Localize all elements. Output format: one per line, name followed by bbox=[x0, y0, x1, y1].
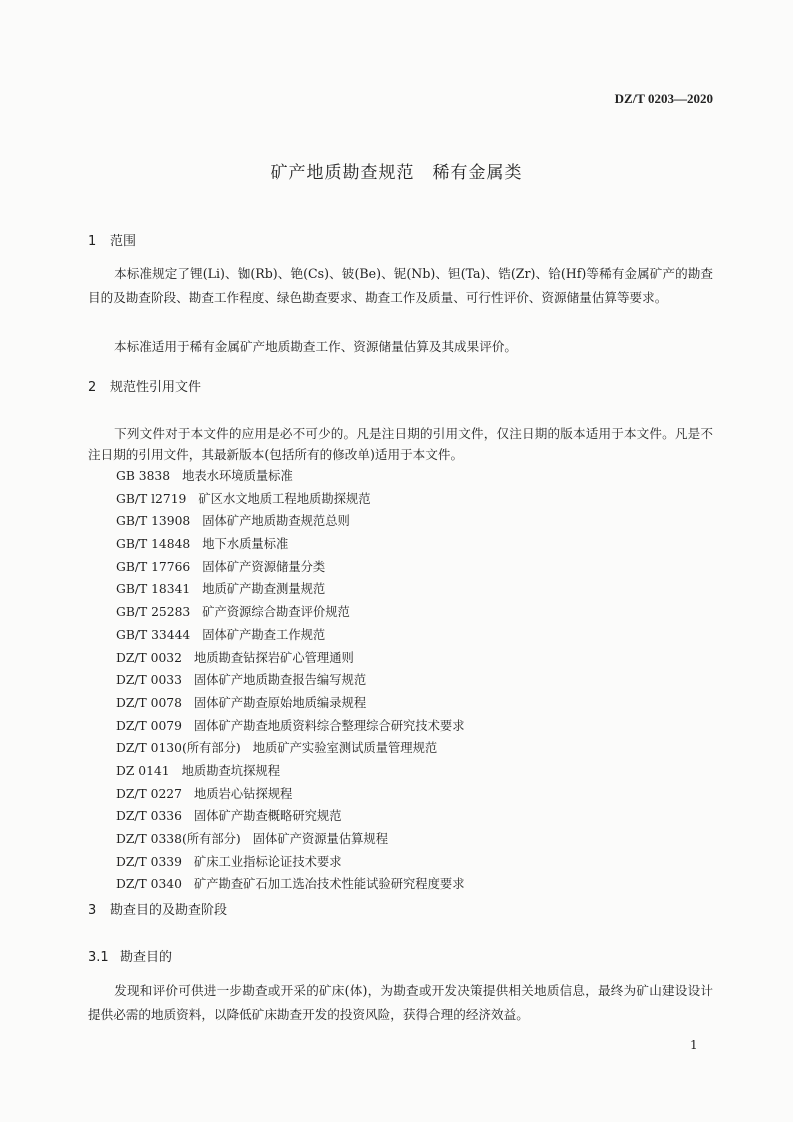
section-title: 范围 bbox=[110, 234, 137, 249]
reference-code: DZ/T 0340 bbox=[116, 877, 182, 892]
reference-item bbox=[116, 715, 465, 738]
section-number: 3.1 bbox=[88, 950, 109, 965]
paragraph-text: 发现和评价可供进一步勘查或开采的矿床(体)，为勘查或开发决策提供相关地质信息，最终为矿山建设设计提供必需的地质资料，以降低矿床勘查开发的投资风险，获得合理的经济效益。 bbox=[88, 983, 713, 1022]
reference-code: DZ/T 0032 bbox=[116, 650, 182, 665]
reference-title: 固体矿产资源储量分类 bbox=[202, 559, 326, 574]
reference-title: 地表水环境质量标准 bbox=[182, 469, 293, 483]
reference-title: 固体矿产勘查原始地质编录规程 bbox=[193, 695, 367, 710]
reference-item bbox=[116, 488, 465, 511]
section-number: 3 bbox=[88, 903, 97, 918]
reference-code: GB/T 14848 bbox=[116, 537, 191, 552]
section-3-1-heading bbox=[88, 946, 172, 965]
reference-title: 矿床工业指标论证技术要求 bbox=[193, 854, 342, 869]
reference-item bbox=[116, 873, 465, 896]
reference-code: DZ/T 0339 bbox=[116, 854, 182, 869]
reference-title: 地质勘查钻探岩矿心管理通则 bbox=[193, 650, 354, 665]
section-title: 规范性引用文件 bbox=[110, 380, 202, 395]
reference-title: 地质勘查坑探规程 bbox=[181, 763, 280, 778]
reference-title: 固体矿产地质勘查报告编写规范 bbox=[193, 673, 367, 688]
reference-title: 矿区水文地质工程地质勘探规范 bbox=[198, 491, 371, 506]
standard-number: DZ/T 0203—2020 bbox=[614, 91, 713, 106]
reference-code: GB/T 25283 bbox=[116, 605, 191, 620]
reference-code: DZ/T 0338(所有部分) bbox=[116, 832, 241, 846]
reference-item bbox=[116, 601, 465, 624]
reference-code: DZ/T 0078 bbox=[116, 695, 182, 710]
reference-item bbox=[116, 737, 465, 760]
reference-title: 固体矿产地质勘查规范总则 bbox=[202, 514, 350, 529]
reference-title: 固体矿产资源量估算规程 bbox=[252, 832, 389, 846]
reference-code: DZ/T 0336 bbox=[116, 809, 182, 824]
reference-item bbox=[116, 851, 465, 874]
reference-code: DZ/T 0130(所有部分) bbox=[116, 741, 241, 756]
reference-title: 地质矿产实验室测试质量管理规范 bbox=[252, 741, 438, 756]
reference-title: 地质矿产勘查测量规范 bbox=[202, 582, 326, 597]
reference-title: 地质岩心钻探规程 bbox=[193, 786, 293, 801]
reference-title: 固体矿产勘查概略研究规范 bbox=[193, 809, 342, 824]
reference-item bbox=[116, 624, 465, 647]
reference-item bbox=[116, 556, 465, 579]
reference-item bbox=[116, 578, 465, 601]
reference-title: 固体矿产勘查工作规范 bbox=[202, 627, 326, 642]
reference-title: 矿产勘查矿石加工选冶技术性能试验研究程度要求 bbox=[193, 877, 465, 892]
reference-title: 地下水质量标准 bbox=[202, 537, 289, 552]
paragraph bbox=[88, 979, 713, 1027]
reference-item bbox=[116, 510, 465, 533]
section-title: 勘查目的 bbox=[120, 950, 173, 965]
reference-code: GB/T 13908 bbox=[116, 514, 191, 529]
reference-code: DZ/T 0033 bbox=[116, 673, 182, 688]
reference-code: GB/T 18341 bbox=[116, 582, 191, 597]
paragraph-text: 本标准规定了锂(Li)、铷(Rb)、铯(Cs)、铍(Be)、铌(Nb)、钽(Ta)、锆(Zr)、铪(Hf)等稀有金属矿产的勘查目的及勘查阶段、勘查工作程度、绿色勘查要求、勘查工作及质量、可行性评价、资源储量估算等要求。 bbox=[88, 266, 713, 305]
reference-item bbox=[116, 828, 465, 851]
reference-code: DZ/T 0079 bbox=[116, 718, 182, 733]
reference-item bbox=[116, 647, 465, 670]
paragraph bbox=[88, 262, 713, 310]
paragraph-text: 本标准适用于稀有金属矿产地质勘查工作、资源储量估算及其成果评价。 bbox=[114, 339, 517, 354]
paragraph bbox=[88, 423, 713, 465]
reference-item bbox=[116, 533, 465, 556]
reference-title: 固体矿产勘查地质资料综合整理综合研究技术要求 bbox=[193, 718, 465, 733]
reference-code: GB/T 33444 bbox=[116, 627, 191, 642]
section-number: 1 bbox=[88, 234, 97, 249]
reference-list bbox=[116, 465, 465, 896]
document-title: 矿产地质勘查规范 稀有金属类 bbox=[270, 163, 523, 183]
reference-code: DZ 0141 bbox=[116, 763, 170, 778]
reference-title: 矿产资源综合勘查评价规范 bbox=[202, 605, 350, 620]
reference-item bbox=[116, 465, 465, 488]
page-number: 1 bbox=[690, 1038, 698, 1052]
section-1-heading bbox=[88, 230, 136, 249]
reference-code: GB/T l2719 bbox=[116, 491, 187, 506]
paragraph bbox=[88, 335, 713, 359]
reference-code: GB 3838 bbox=[116, 469, 171, 483]
reference-item bbox=[116, 783, 465, 806]
reference-code: DZ/T 0227 bbox=[116, 786, 182, 801]
paragraph-text: 下列文件对于本文件的应用是必不可少的。凡是注日期的引用文件，仅注日期的版本适用于本文件。凡是不注日期的引用文件，其最新版本(包括所有的修改单)适用于本文件。 bbox=[88, 426, 713, 462]
reference-item bbox=[116, 669, 465, 692]
reference-item bbox=[116, 760, 465, 783]
section-number: 2 bbox=[88, 380, 97, 395]
section-title: 勘查目的及勘查阶段 bbox=[110, 903, 228, 918]
reference-code: GB/T 17766 bbox=[116, 559, 191, 574]
reference-item bbox=[116, 692, 465, 715]
section-2-heading bbox=[88, 376, 201, 395]
section-3-heading bbox=[88, 899, 227, 918]
reference-item bbox=[116, 805, 465, 828]
